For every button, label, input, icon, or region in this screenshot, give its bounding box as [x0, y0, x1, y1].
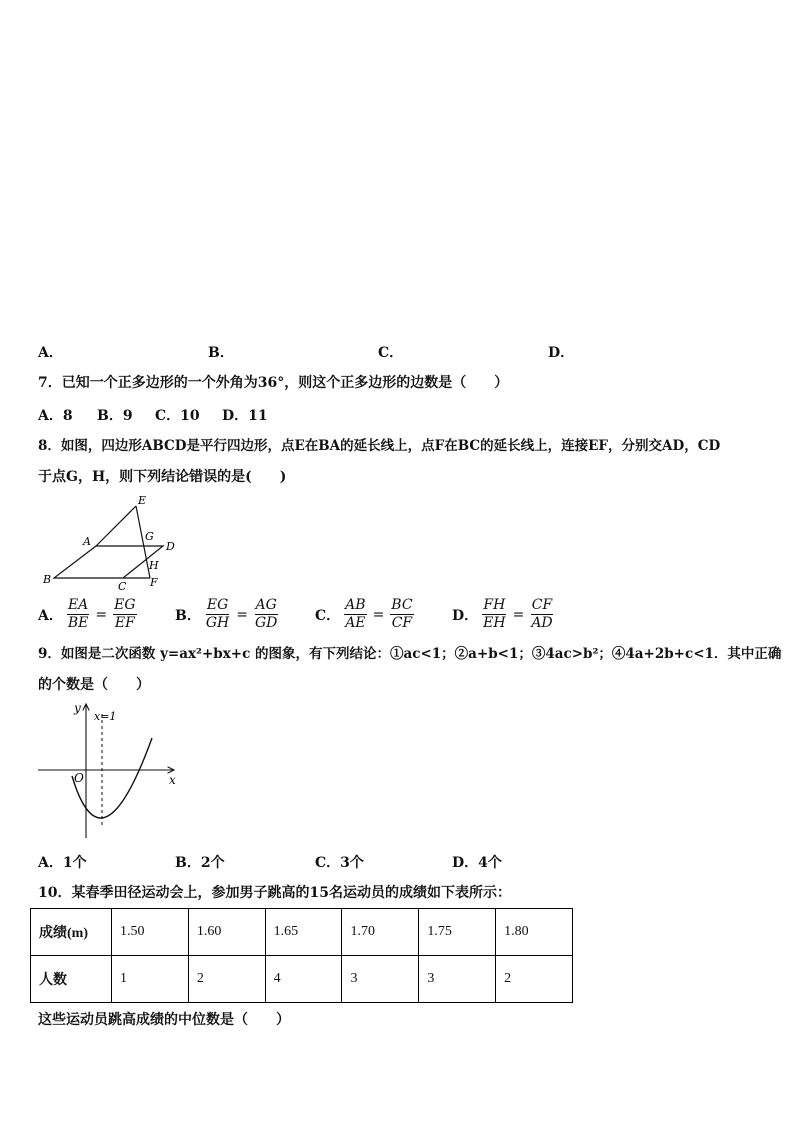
q9-option-d: D．4个 [452, 855, 502, 871]
label-b: B [43, 573, 52, 586]
fraction [482, 597, 506, 632]
q10-stem: 10．某春季田径运动会上，参加男子跳高的15名运动员的成绩如下表所示： [38, 885, 511, 901]
q7-option-b: B．9 [97, 408, 133, 424]
numerator: EG [206, 597, 229, 613]
equals-sign: = [95, 606, 108, 623]
y-axis-label: y [74, 701, 81, 715]
label-h: H [149, 559, 159, 572]
table-cell: 1.75 [419, 909, 496, 956]
label-e: E [138, 494, 147, 507]
q7-option-d: D．11 [222, 408, 268, 424]
equals-sign: = [512, 606, 525, 623]
numerator: AG [255, 597, 277, 613]
q9-option-c: C．3个 [315, 855, 364, 871]
equals-sign: = [236, 606, 248, 623]
q9-stem-line1: 9．如图是二次函数 y=ax²+bx+c 的图象，有下列结论：①ac<1；②a+b<1；③4ac>b²；④4a+2b+c<1．其中正确 [38, 646, 782, 662]
q8-stem-line1: 8．如图，四边形ABCD是平行四边形，点E在BA的延长线上，点F在BC的延长线上，连接EF，分别交AD，CD [38, 438, 721, 454]
q6-option-c: C． [378, 345, 404, 361]
table-cell: 1.80 [496, 909, 573, 956]
numerator: AB [345, 597, 366, 613]
table-row [31, 909, 573, 956]
fraction [205, 597, 230, 632]
q8-option-c [315, 597, 414, 632]
label-c: C [118, 580, 127, 592]
equals-sign: = [372, 606, 385, 623]
q6-option-d: D． [548, 345, 575, 361]
table-cell: 4 [265, 956, 342, 1003]
q6-option-a: A． [38, 345, 63, 361]
q8-option-a [38, 597, 137, 632]
numerator: FH [483, 597, 506, 613]
denominator: EH [483, 615, 506, 631]
fraction [113, 597, 136, 632]
q7-stem: 7．已知一个正多边形的一个外角为36°，则这个正多边形的边数是（ ） [38, 375, 509, 391]
table-cell: 3 [342, 956, 419, 1003]
table-cell: 2 [496, 956, 573, 1003]
table-cell: 1.60 [188, 909, 265, 956]
q7-option-c: C．10 [155, 408, 200, 424]
q10-score-table [30, 908, 573, 1003]
denominator: AE [345, 615, 366, 631]
table-cell: 1.70 [342, 909, 419, 956]
symmetry-label: x=1 [94, 710, 117, 723]
segment-ae [96, 506, 136, 546]
table-header-cell: 人数 [31, 956, 112, 1003]
table-cell: 1.65 [265, 909, 342, 956]
denominator: BE [67, 615, 89, 631]
numerator: EG [114, 597, 136, 613]
parabola-curve [72, 738, 152, 818]
label-a: A [83, 535, 91, 548]
numerator: EA [67, 597, 89, 613]
fraction [254, 597, 278, 632]
numerator: CF [531, 597, 553, 613]
q9-option-a: A．1个 [38, 855, 87, 871]
q10-followup: 这些运动员跳高成绩的中位数是（ ） [38, 1012, 290, 1028]
fraction [530, 597, 553, 632]
q8-option-d [452, 597, 554, 632]
table-cell: 1 [112, 956, 189, 1003]
fraction [390, 597, 413, 632]
label-d: D [166, 540, 175, 553]
x-axis-label: x [169, 773, 176, 787]
origin-label: O [74, 771, 84, 785]
q9-parabola-figure [36, 698, 186, 843]
fraction [344, 597, 366, 632]
table-header-cell: 成绩(m) [31, 909, 112, 956]
q7-option-a: A．8 [38, 408, 73, 424]
table-cell: 2 [188, 956, 265, 1003]
table-cell: 3 [419, 956, 496, 1003]
fraction [67, 597, 90, 632]
denominator: GD [254, 615, 278, 631]
denominator: GH [205, 615, 230, 631]
denominator: EF [114, 615, 135, 631]
q6-option-b: B． [208, 345, 234, 361]
denominator: AD [531, 615, 553, 631]
q9-stem-line2: 的个数是（ ） [38, 677, 150, 693]
q8-option-b [175, 597, 278, 632]
numerator: BC [391, 597, 413, 613]
label-g: G [145, 530, 154, 543]
q9-option-b: B．2个 [175, 855, 225, 871]
denominator: CF [391, 615, 413, 631]
q8-option-b-label: B． [175, 607, 201, 624]
q8-option-d-label: D． [452, 607, 479, 624]
q8-option-a-label: A． [38, 607, 63, 624]
q8-option-c-label: C． [315, 607, 341, 624]
label-f: F [150, 576, 158, 589]
q8-parallelogram-figure [38, 492, 188, 592]
table-row [31, 956, 573, 1003]
table-cell: 1.50 [112, 909, 189, 956]
q8-stem-line2: 于点G，H，则下列结论错误的是( ) [38, 469, 287, 485]
